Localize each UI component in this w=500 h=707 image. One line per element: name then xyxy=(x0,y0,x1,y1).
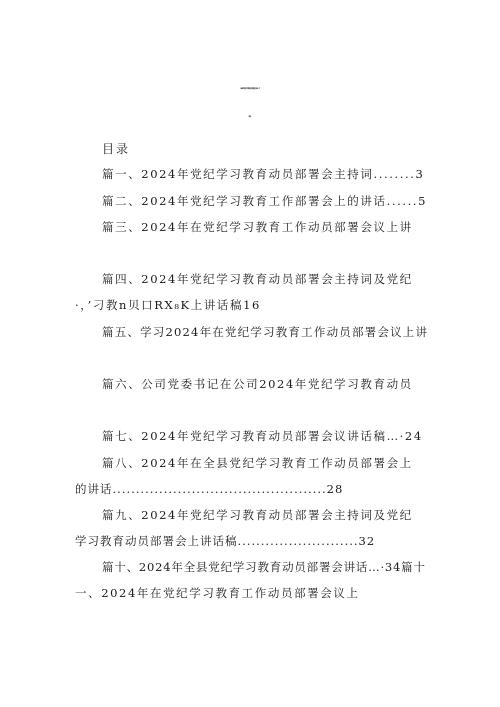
toc-entry: 篇九、2024年党纪学习教育动员部署会主持词及党纪 xyxy=(102,508,413,522)
toc-entry-continued: 一、2024年在党纪学习教育工作动员部署会议上 xyxy=(75,586,360,600)
toc-entry: 篇八、2024年在全县党纪学习教育工作动员部署会上 xyxy=(102,456,413,470)
toc-entry: 篇三、2024年在党纪学习教育工作动员部署会议上讲 xyxy=(102,220,413,234)
toc-entry: 篇十、2024年全县党纪学习教育动员部署会讲话…·34篇十 xyxy=(102,560,426,574)
toc-entry: 篇四、2024年党纪学习教育动员部署会主持词及党纪 xyxy=(102,272,413,286)
toc-heading: 目录 xyxy=(102,142,131,156)
toc-entry: 篇二、2024年党纪学习教育工作部署会上的讲话......5 xyxy=(102,194,428,208)
toc-entry: 篇六、公司党委书记在公司2024年党纪学习教育动员 xyxy=(102,377,413,391)
toc-entry: 篇一、2024年党纪学习教育动员部署会主持词........3 xyxy=(102,167,425,181)
toc-entry-continued: 的讲话..............................................28 xyxy=(75,482,344,496)
toc-entry-continued: ·，’刁教n贝口RX₈K上讲话稿16 xyxy=(75,298,261,312)
toc-entry: 篇七、2024年党纪学习教育动员部署会议讲话稿…·24 xyxy=(102,429,423,443)
toc-entry: 篇五、学习2024年在党纪学习教育工作动员部署会议上讲 xyxy=(102,325,429,339)
toc-entry-continued: 学习教育动员部署会上讲话稿..........................32 xyxy=(75,534,376,548)
document-title-line-1: 2024年党纪学习教育动员部署会主持词（共 xyxy=(240,89,260,90)
document-title-line-2: 11篇） xyxy=(248,117,252,118)
